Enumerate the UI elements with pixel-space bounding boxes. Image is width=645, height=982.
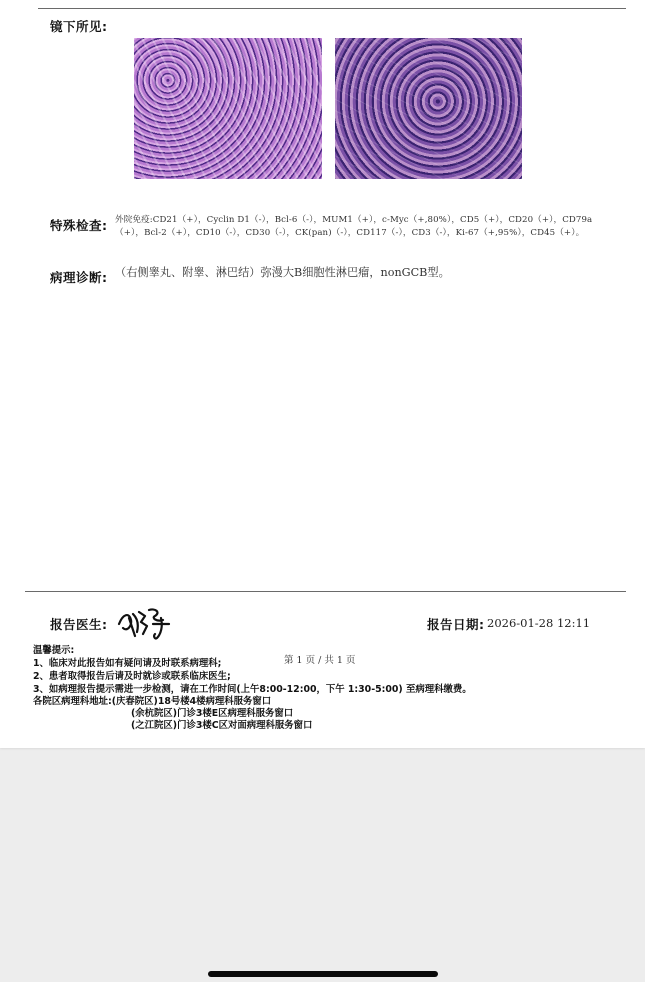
histology-image-high-power: [335, 38, 522, 179]
report-date-value: 2026-01-28 12:11: [487, 616, 591, 630]
doctor-label: 报告医生:: [50, 617, 108, 632]
page-indicator: 第 1 页 / 共 1 页: [284, 655, 356, 666]
report-date-label: 报告日期:: [427, 617, 485, 632]
microscopy-label: 镜下所见:: [50, 19, 108, 34]
note-line: 3、如病理报告提示需进一步检测，请在工作时间(上午8:00-12:00，下午 1:30-5:00) 至病理科缴费。: [33, 684, 472, 695]
home-indicator-bar[interactable]: [208, 971, 438, 977]
doctor-signature: [115, 602, 175, 642]
note-line: (余杭院区)门诊3楼E区病理科服务窗口: [131, 708, 294, 719]
footer-divider: [25, 591, 626, 592]
histology-image-low-power: [134, 38, 322, 179]
diagnosis-text: （右侧睾丸、附睾、淋巴结）弥漫大B细胞性淋巴瘤，nonGCB型。: [115, 266, 450, 279]
note-line: 1、临床对此报告如有疑问请及时联系病理科;: [33, 658, 222, 669]
top-divider: [38, 8, 626, 9]
special-exam-text: 外院免疫:CD21（+），Cyclin D1（-），Bcl-6（-），MUM1（+），c-Myc（+,80%），CD5（+），CD20（+），CD79a（+），Bcl-2（+），CD10（-），CD30（-），CK(pan)（-），CD117（-），CD3（-），Ki-67（+,95%），CD45（+）。: [115, 215, 593, 238]
note-line: 2、患者取得报告后请及时就诊或联系临床医生;: [33, 671, 231, 682]
special-exam-label: 特殊检查:: [50, 218, 108, 233]
diagnosis-label: 病理诊断:: [50, 270, 108, 285]
notes-title: 温馨提示:: [33, 645, 75, 656]
note-line: 各院区病理科地址:(庆春院区)18号楼4楼病理科服务窗口: [33, 696, 272, 707]
note-line: (之江院区)门诊3楼C区对面病理科服务窗口: [131, 720, 313, 731]
